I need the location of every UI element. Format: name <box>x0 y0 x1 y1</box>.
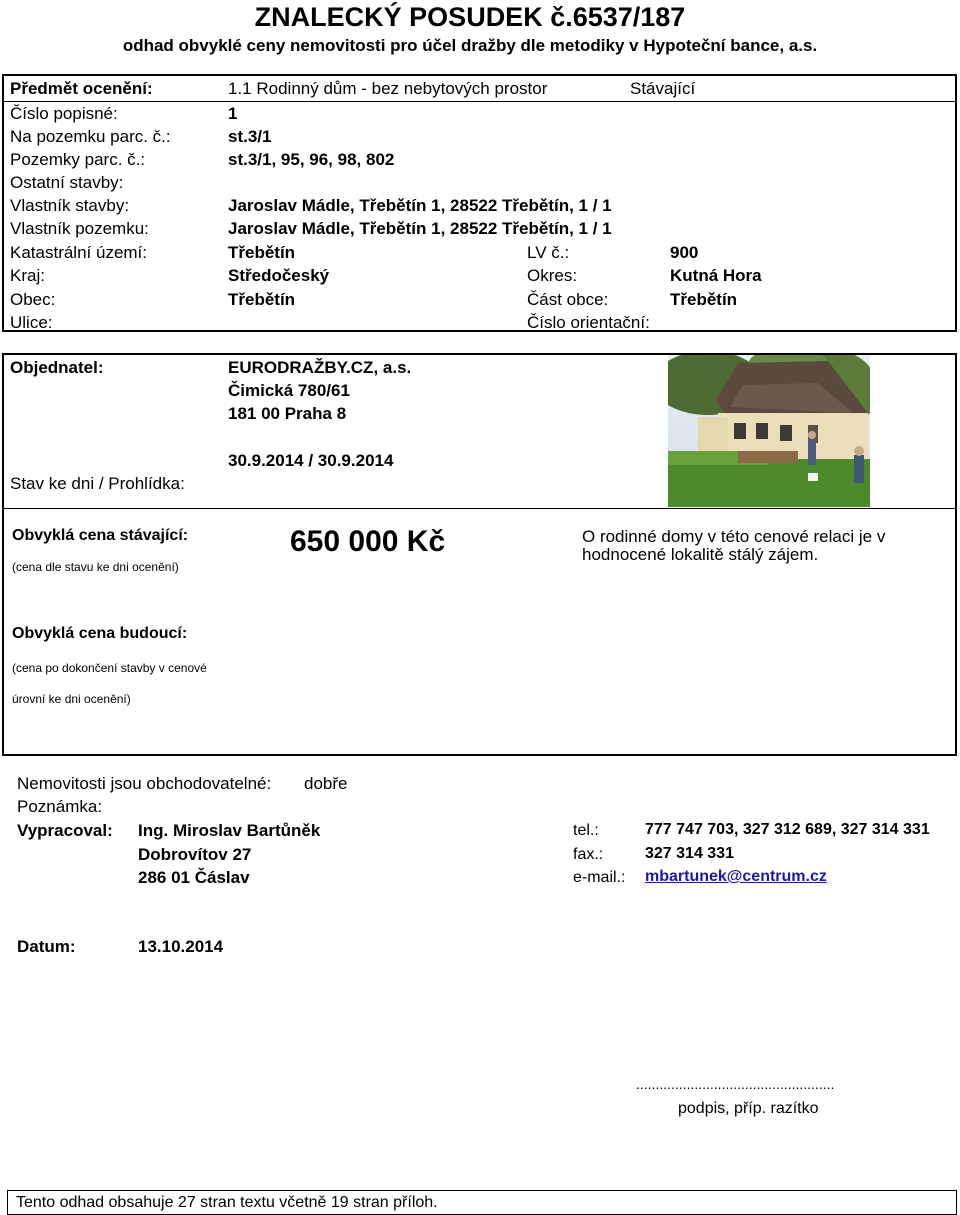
author-city: 286 01 Čáslav <box>138 868 250 887</box>
vlastnik-stavby-label: Vlastník stavby: <box>10 196 130 215</box>
obchodovatelnost-label: Nemovitosti jsou obchodovatelné: <box>17 774 272 793</box>
cislo-orientacni-label: Číslo orientační: <box>527 313 650 332</box>
lv-label: LV č.: <box>527 243 570 262</box>
price-separator <box>2 508 957 509</box>
vlastnik-pozemku-value: Jaroslav Mádle, Třebětín 1, 28522 Třebětín, 1 / 1 <box>228 219 612 238</box>
email-link[interactable]: mbartunek@centrum.cz <box>645 868 827 885</box>
cena-budouci-label: Obvyklá cena budoucí: <box>12 625 188 642</box>
client-city: 181 00 Praha 8 <box>228 404 347 423</box>
obchodovatelnost-value: dobře <box>304 774 348 793</box>
cast-obce-label: Část obce: <box>527 290 609 309</box>
author-street: Dobrovítov 27 <box>138 845 252 864</box>
pozemky-label: Pozemky parc. č.: <box>10 150 146 169</box>
vlastnik-pozemku-label: Vlastník pozemku: <box>10 219 149 238</box>
ulice-label: Ulice: <box>10 313 53 332</box>
okres-label: Okres: <box>527 266 578 285</box>
fax-value: 327 314 331 <box>645 845 734 862</box>
document-subtitle: odhad obvyklé ceny nemovitosti pro účel dražby dle metodiky v Hypoteční bance, a.s. <box>122 36 818 55</box>
ostatni-stavby-label: Ostatní stavby: <box>10 173 124 192</box>
na-pozemku-value: st.3/1 <box>228 127 272 146</box>
client-name: EURODRAŽBY.CZ, a.s. <box>228 358 412 377</box>
cislo-popisne-value: 1 <box>228 104 238 123</box>
vypracoval-label: Vypracoval: <box>17 821 113 840</box>
email-label: e-mail.: <box>573 869 626 886</box>
vlastnik-stavby-value: Jaroslav Mádle, Třebětín 1, 28522 Třebětín, 1 / 1 <box>228 196 612 215</box>
signature-line: ................................................... <box>636 1076 835 1092</box>
cena-stavajici-note: (cena dle stavu ke dni ocenění) <box>12 560 179 574</box>
tel-value: 777 747 703, 327 312 689, 327 314 331 <box>645 821 930 838</box>
pozemky-value: st.3/1, 95, 96, 98, 802 <box>228 150 395 169</box>
predmet-label: Předmět ocenění: <box>10 79 153 98</box>
predmet-underline <box>2 101 957 102</box>
poznamka-label: Poznámka: <box>17 797 103 816</box>
na-pozemku-label: Na pozemku parc. č.: <box>10 127 171 146</box>
cena-budouci-note2: úrovní ke dni ocenění) <box>12 692 131 706</box>
stav-value: 30.9.2014 / 30.9.2014 <box>228 451 394 470</box>
client-street: Čimická 780/61 <box>228 381 350 400</box>
footer-text: Tento odhad obsahuje 27 stran textu včetně 19 stran příloh. <box>16 1194 438 1211</box>
kraj-label: Kraj: <box>10 266 45 285</box>
predmet-state: Stávající <box>630 79 696 98</box>
cena-stavajici-label: Obvyklá cena stávající: <box>12 527 189 544</box>
cena-budouci-note1: (cena po dokončení stavby v cenové <box>12 661 207 675</box>
obec-value: Třebětín <box>228 290 296 309</box>
predmet-value: 1.1 Rodinný dům - bez nebytových prostor <box>228 79 548 98</box>
fax-label: fax.: <box>573 846 604 863</box>
lv-value: 900 <box>670 243 699 262</box>
stav-label: Stav ke dni / Prohlídka: <box>10 474 185 493</box>
price-comment-line2: hodnocené lokalitě stálý zájem. <box>582 545 819 564</box>
cislo-popisne-label: Číslo popisné: <box>10 104 118 123</box>
tel-label: tel.: <box>573 822 599 839</box>
kraj-value: Středočeský <box>228 266 330 285</box>
price-comment-line1: O rodinné domy v této cenové relaci je v <box>582 527 886 546</box>
signature-label: podpis, příp. razítko <box>678 1100 819 1117</box>
katastr-value: Třebětín <box>228 243 296 262</box>
datum-value: 13.10.2014 <box>138 937 224 956</box>
katastr-label: Katastrální území: <box>10 243 148 262</box>
okres-value: Kutná Hora <box>670 266 762 285</box>
cena-stavajici-value: 650 000 Kč <box>290 525 446 558</box>
document-title: ZNALECKÝ POSUDEK č.6537/187 <box>254 2 686 32</box>
datum-label: Datum: <box>17 937 76 956</box>
obec-label: Obec: <box>10 290 56 309</box>
objednatel-label: Objednatel: <box>10 358 104 377</box>
cast-obce-value: Třebětín <box>670 290 738 309</box>
author-name: Ing. Miroslav Bartůněk <box>138 821 321 840</box>
property-photo <box>668 355 870 507</box>
